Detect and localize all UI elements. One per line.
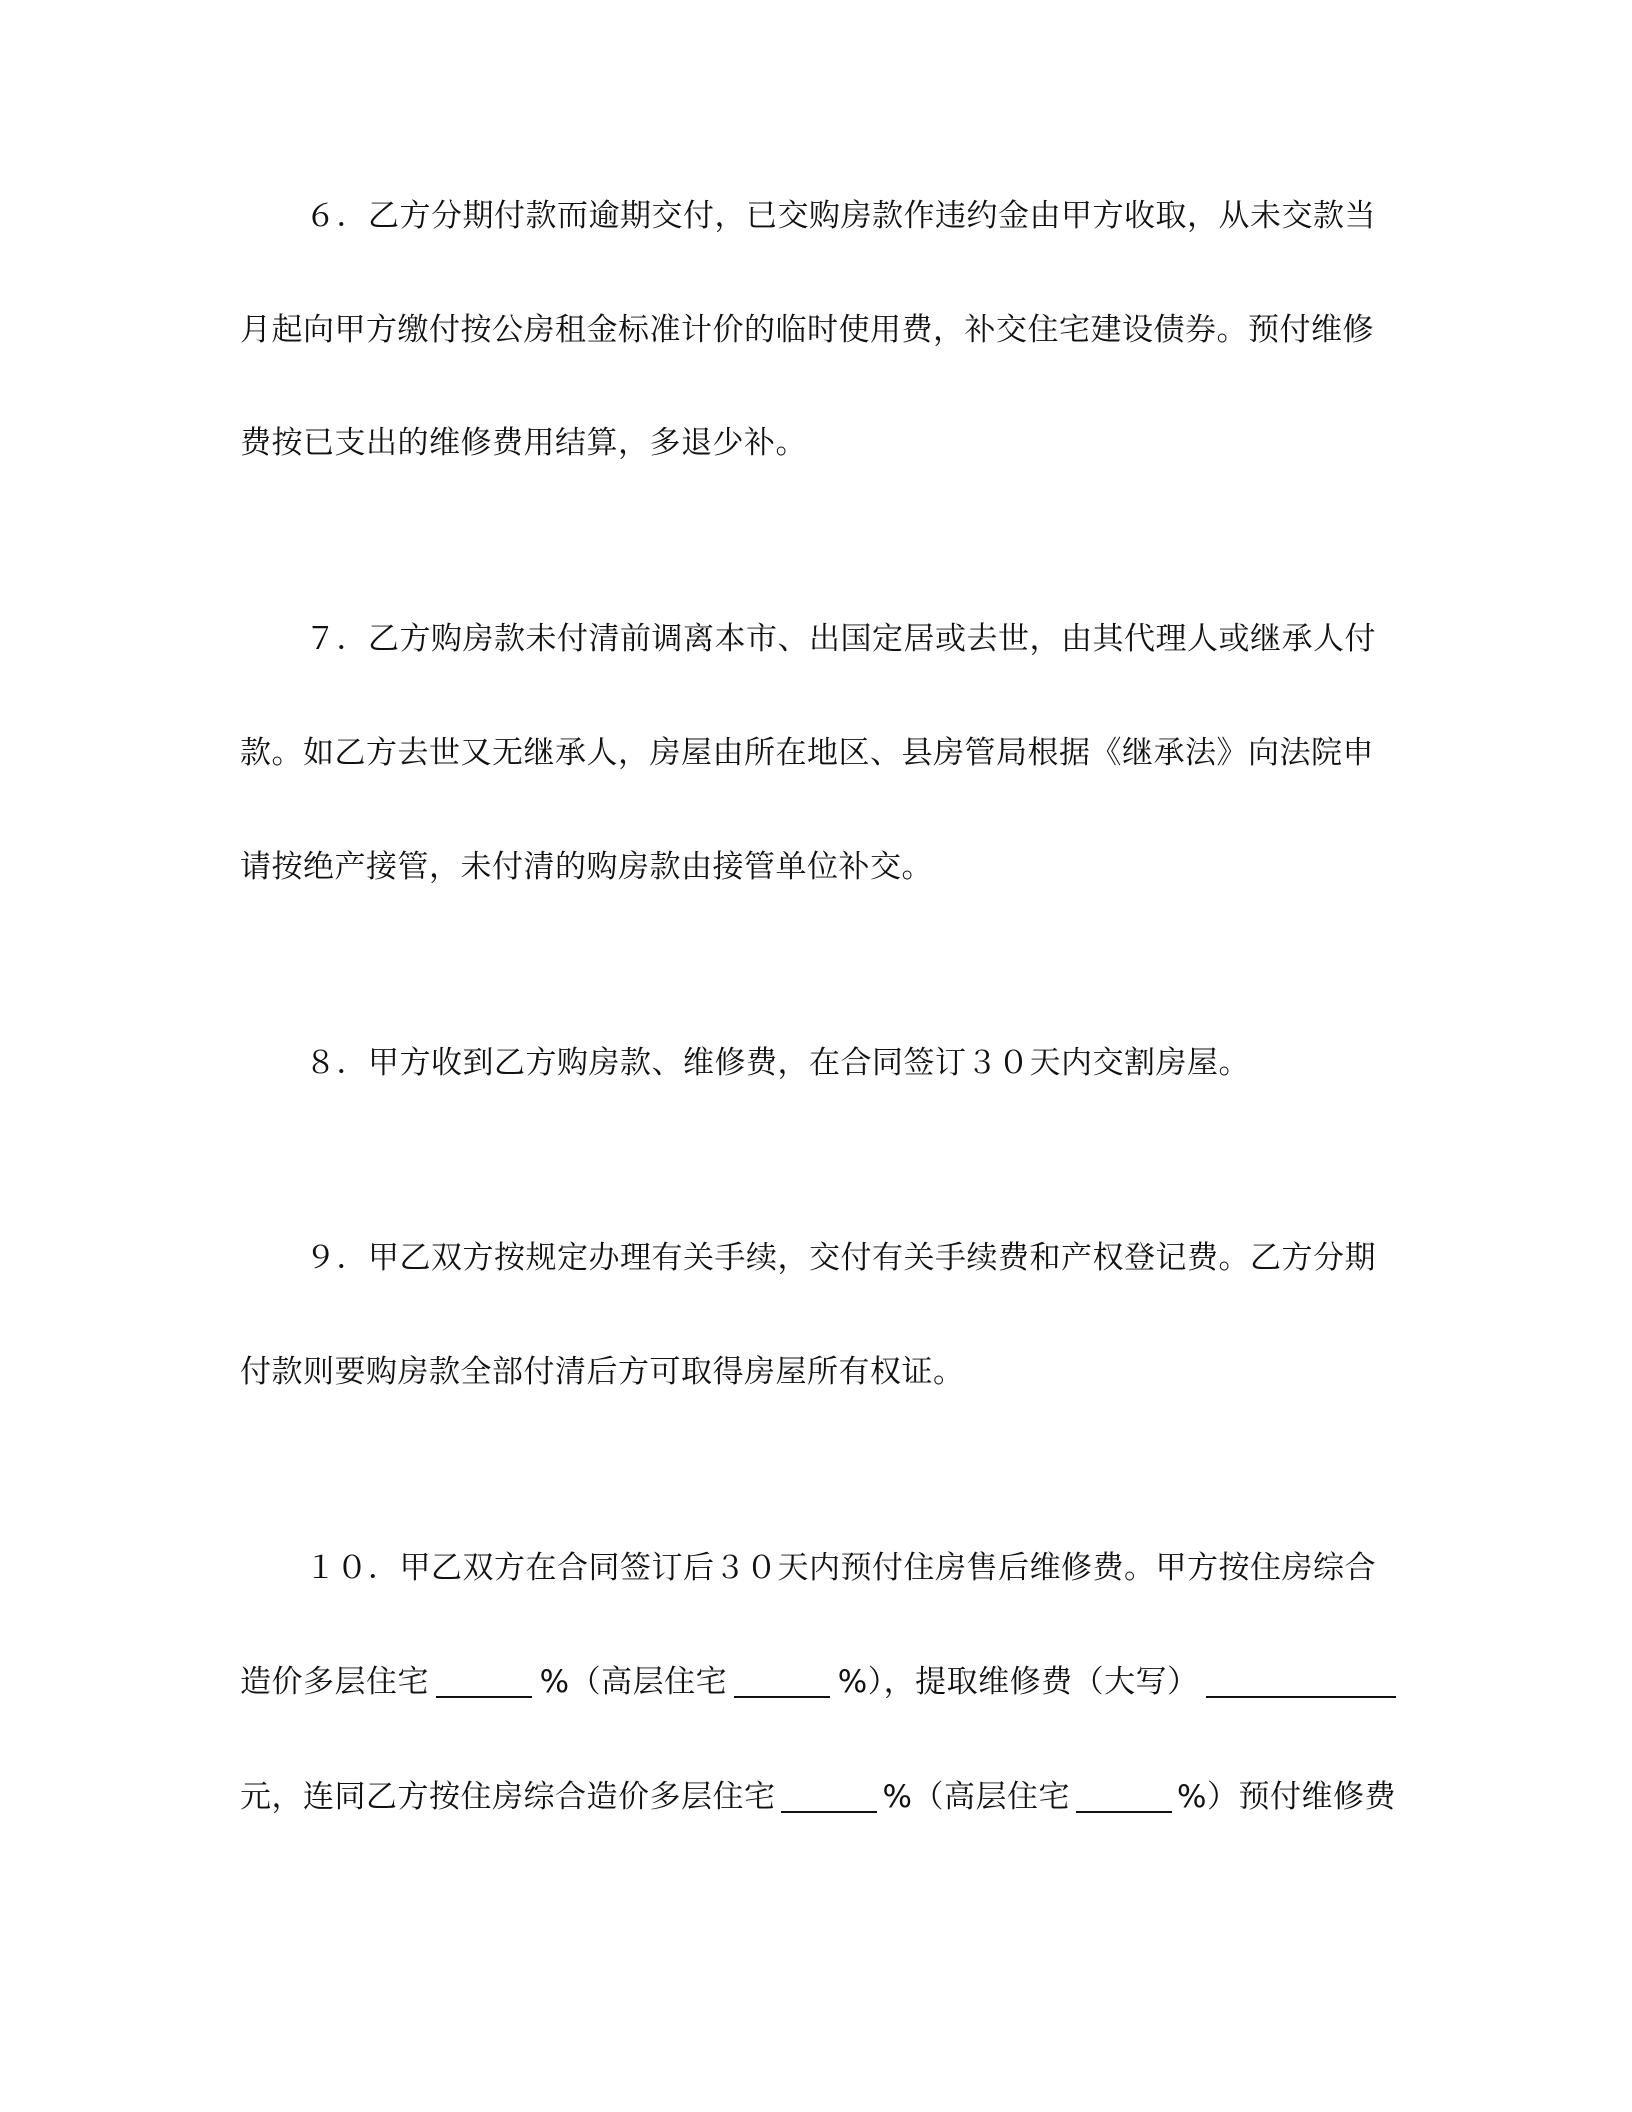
clause-7-line-2: 款。如乙方去世又无继承人，房屋由所在地区、县房管局根据《继承法》向法院申 xyxy=(240,735,1374,771)
clause-7-line-3: 请按绝产接管，未付清的购房款由接管单位补交。 xyxy=(240,849,933,885)
clause-10-line-3-part-b: %（高层住宅 xyxy=(882,1779,1070,1815)
clause-10-line-3 xyxy=(240,1777,1396,1817)
clause-10-line-2-part-b: %（高层住宅 xyxy=(539,1664,728,1700)
clause-10-line-1: １０．甲乙双方在合同签订后３０天内预付住房售后维修费。甲方按住房综合 xyxy=(305,1550,1376,1586)
clause-7-line-1: ７．乙方购房款未付清前调离本市、出国定居或去世，由其代理人或继承人付 xyxy=(305,621,1376,657)
clause-10-line-2-part-c: %），提取维修费（大写） xyxy=(837,1664,1199,1700)
clause-10-line-2-part-a: 造价多层住宅 xyxy=(240,1664,429,1700)
blank-multistorey-rate-2 xyxy=(781,1781,877,1813)
clause-6-line-3: 费按已支出的维修费用结算，多退少补。 xyxy=(240,425,807,461)
clause-10-line-3-part-a: 元，连同乙方按住房综合造价多层住宅 xyxy=(240,1779,776,1815)
clause-6-line-2: 月起向甲方缴付按公房租金标准计价的临时使用费，补交住宅建设债券。预付维修 xyxy=(240,312,1374,348)
clause-9-line-1: ９．甲乙双方按规定办理有关手续，交付有关手续费和产权登记费。乙方分期 xyxy=(305,1240,1376,1276)
clause-9-line-2: 付款则要购房款全部付清后方可取得房屋所有权证。 xyxy=(240,1354,965,1390)
blank-highrise-rate-1 xyxy=(734,1666,830,1698)
blank-highrise-rate-2 xyxy=(1076,1781,1172,1813)
clause-8-line-1: ８．甲方收到乙方购房款、维修费，在合同签订３０天内交割房屋。 xyxy=(305,1045,1250,1081)
clause-10-line-2 xyxy=(240,1662,1396,1702)
blank-maintenance-fee-amount xyxy=(1206,1666,1396,1698)
clause-10-line-3-part-c: %）预付维修费 xyxy=(1177,1779,1396,1815)
blank-multistorey-rate-1 xyxy=(436,1666,532,1698)
clause-6-line-1: ６．乙方分期付款而逾期交付，已交购房款作违约金由甲方收取，从未交款当 xyxy=(305,198,1376,234)
